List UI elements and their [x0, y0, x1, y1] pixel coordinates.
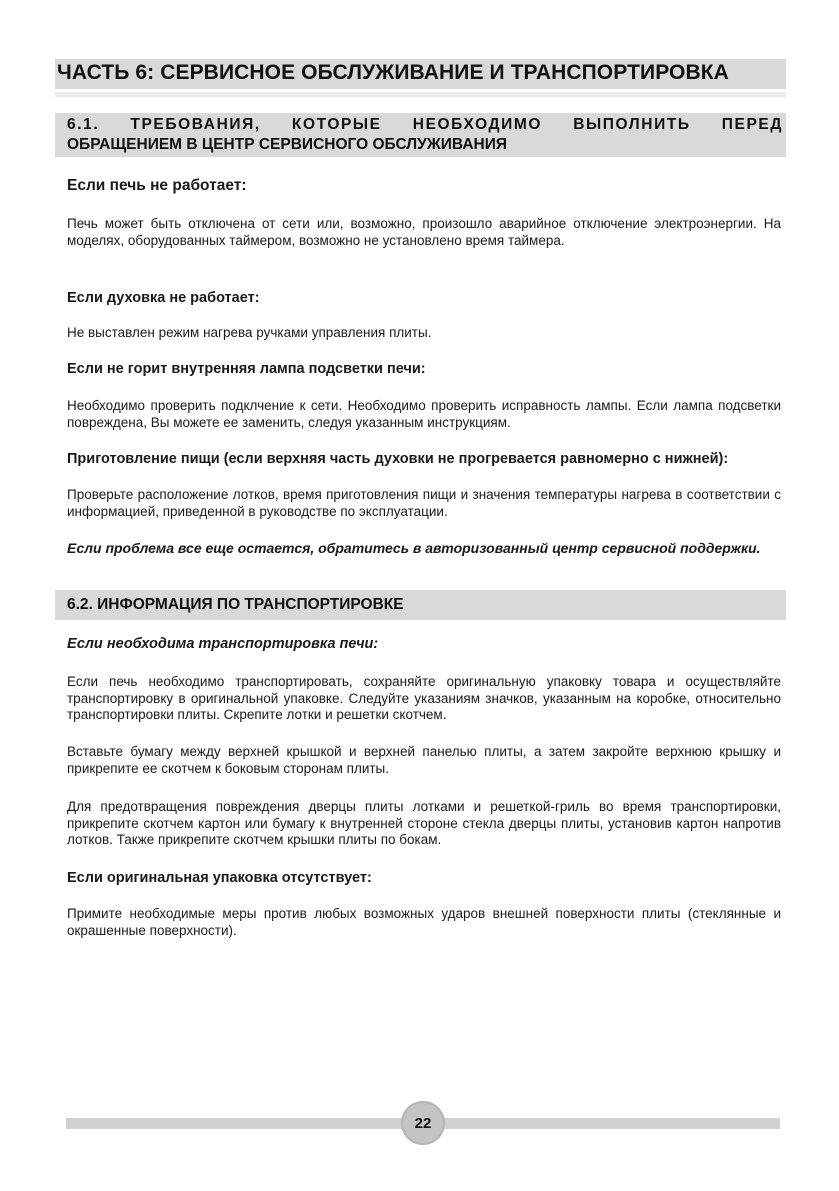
owen-not-working-text: Не выставлен режим нагрева ручками управления плиты. [67, 325, 432, 340]
oven-not-working-heading: Если печь не работает: [67, 177, 247, 194]
no-packaging-heading: Если оригинальная упаковка отсутствует: [67, 870, 372, 886]
section-6-1-title-line1: 6.1. ТРЕБОВАНИЯ, КОТОРЫЕ НЕОБХОДИМО ВЫПОЛНИТЬ ПЕРЕД [67, 116, 783, 133]
oven-not-working-text: Печь может быть отключена от сети или, возможно, произошло аварийное отключение электроэнергии. На моделях, оборудованных таймером, возможно не установлено время таймера. [67, 216, 781, 248]
section-6-1-title [67, 115, 783, 155]
transport-paragraph-2: Вставьте бумагу между верхней крышкой и верхней панелью плиты, а затем закройте верхнюю крышку и прикрепите ее скотчем к боковым сторонам плиты. [67, 744, 781, 776]
no-packaging-text: Примите необходимые меры против любых возможных ударов внешней поверхности плиты (стеклянные и окрашенные поверхности). [67, 906, 781, 938]
transport-paragraph-1: Если печь необходимо транспортировать, сохраняйте оригинальную упаковку товара и осуществляйте транспортировку в оригинальной упаковке. Следуйте указаниям значков, указанным на коробке, относительно транспортировки плиты. Скрепите лотки и решетки скотчем. [67, 674, 781, 722]
cooking-text: Проверьте расположение лотков, время приготовления пищи и значения температуры нагрева в соответствии с информацией, приведенной в руководстве по эксплуатации. [67, 487, 781, 519]
section-6-1-title-line2: ОБРАЩЕНИЕМ В ЦЕНТР СЕРВИСНОГО ОБСЛУЖИВАНИЯ [67, 136, 508, 153]
owen-not-working-heading: Если духовка не работает: [67, 290, 260, 306]
transport-paragraph-3: Для предотвращения повреждения дверцы плиты лотками и решеткой-гриль во время транспортировки, прикрепите скотчем картон или бумагу к внутренней стороне стекла дверцы плиты, установив картон напротив лотков. Также прикрепите скотчем крышки плиты по бокам. [67, 799, 781, 847]
cooking-heading: Приготовление пищи (если верхняя часть духовки не прогревается равномерно с нижней): [67, 451, 729, 467]
section-6-2-title: 6.2. ИНФОРМАЦИЯ ПО ТРАНСПОРТИРОВКЕ [67, 596, 404, 613]
chapter-divider [55, 92, 786, 97]
page-number: 22 [401, 1101, 445, 1145]
lamp-not-lit-heading: Если не горит внутренняя лампа подсветки печи: [67, 361, 426, 377]
contact-service-note: Если проблема все еще остается, обратитесь в авторизованный центр сервисной поддержки. [67, 540, 761, 556]
transport-needed-heading: Если необходима транспортировка печи: [67, 636, 379, 652]
chapter-title: ЧАСТЬ 6: СЕРВИСНОЕ ОБСЛУЖИВАНИЕ И ТРАНСПОРТИРОВКА [57, 61, 729, 84]
lamp-not-lit-text: Необходимо проверить подклчение к сети. Необходимо проверить исправность лампы. Если лампа подсветки повреждена, Вы можете ее заменить, следуя указанным инструкциям. [67, 398, 781, 430]
